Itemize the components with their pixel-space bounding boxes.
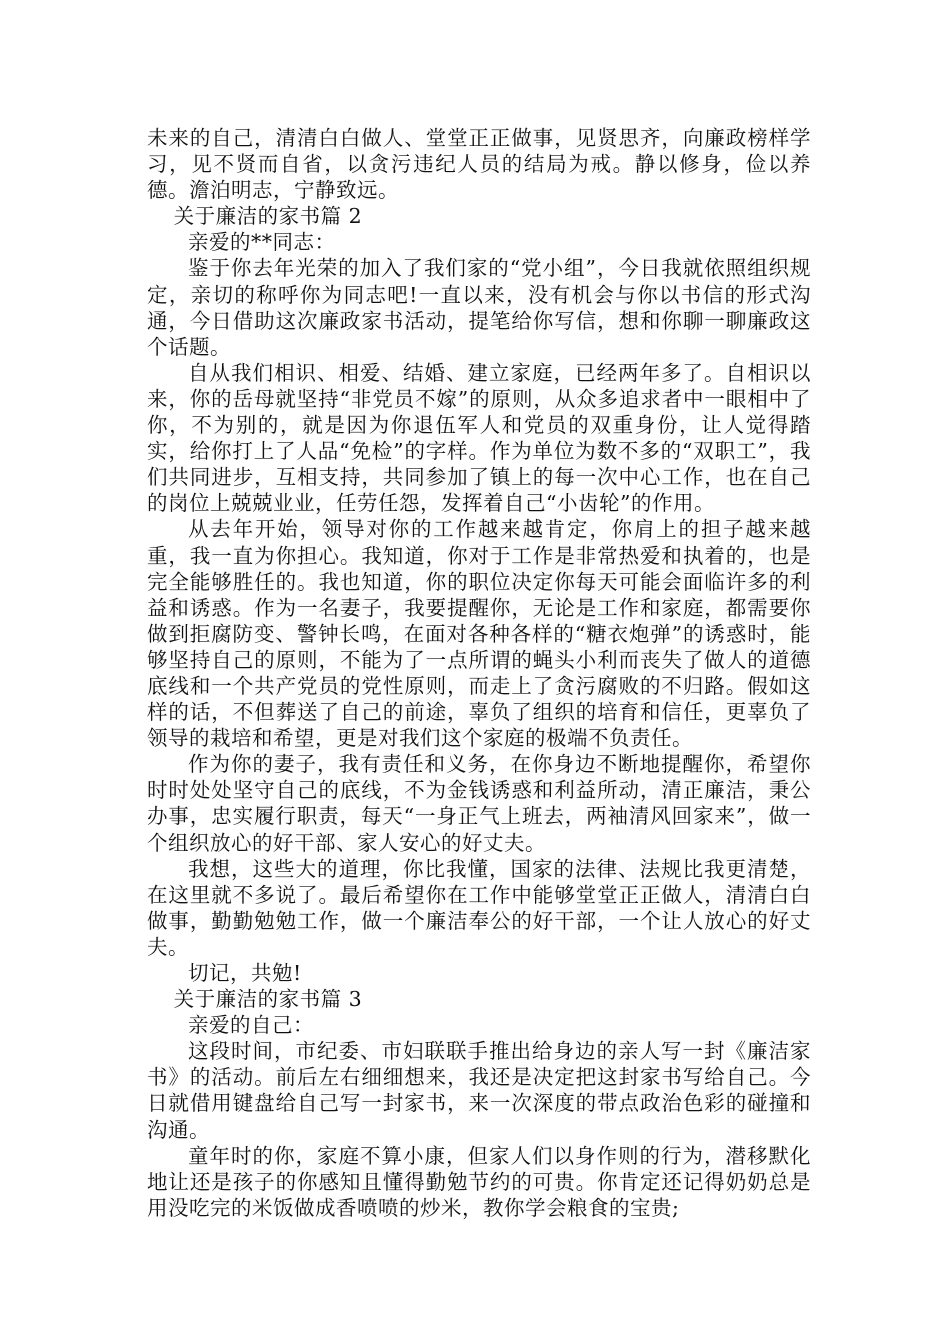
paragraph: 童年时的你，家庭不算小康，但家人们以身作则的行为，潜移默化地让还是孩子的你感知且懂得勤勉节约的可贵。你肯定还记得奶奶总是用没吃完的米饭做成香喷喷的炒米，教你学会粮食的宝贵; xyxy=(147,1143,811,1220)
document-body xyxy=(147,125,811,1221)
paragraph: 作为你的妻子，我有责任和义务，在你身边不断地提醒你，希望你时时处处坚守自己的底线，不为金钱诱惑和利益所动，清正廉洁，秉公办事，忠实履行职责，每天“一身正气上班去，两袖清风回家来”，做一个组织放心的好干部、家人安心的好丈夫。 xyxy=(147,752,811,855)
salutation: 亲爱的自己： xyxy=(188,1013,314,1038)
paragraph: 这段时间，市纪委、市妇联联手推出给身边的亲人写一封《廉洁家书》的活动。前后左右细细想来，我还是决定把这封家书写给自己。今日就借用键盘给自己写一封家书，来一次深度的带点政治色彩的碰撞和沟通。 xyxy=(147,1039,811,1142)
paragraph: 我想，这些大的道理，你比我懂，国家的法律、法规比我更清楚，在这里就不多说了。最后希望你在工作中能够堂堂正正做人，清清白白做事，勤勤勉勉工作，做一个廉洁奉公的好干部，一个让人放心的好丈夫。 xyxy=(147,856,811,959)
paragraph: 自从我们相识、相爱、结婚、建立家庭，已经两年多了。自相识以来，你的岳母就坚持“非党员不嫁”的原则，从众多追求者中一眼相中了你，不为别的，就是因为你退伍军人和党员的双重身份，让人觉得踏实，给你打上了人品“免检”的字样。作为单位为数不多的“双职工”，我们共同进步，互相支持，共同参加了镇上的每一次中心工作，也在自己的岗位上兢兢业业，任劳任怨，发挥着自己“小齿轮”的作用。 xyxy=(147,360,811,516)
closing-line: 切记，共勉! xyxy=(188,961,302,985)
section-heading: 关于廉洁的家书篇 3 xyxy=(173,987,363,1012)
paragraph: 未来的自己，清清白白做人、堂堂正正做事，见贤思齐，向廉政榜样学习，见不贤而自省，以贪污违纪人员的结局为戒。静以修身，俭以养德。澹泊明志，宁静致远。 xyxy=(147,126,811,203)
paragraph: 从去年开始，领导对你的工作越来越肯定，你肩上的担子越来越重，我一直为你担心。我知道，你对于工作是非常热爱和执着的，也是完全能够胜任的。我也知道，你的职位决定你每天可能会面临许多的利益和诱惑。作为一名妻子，我要提醒你，无论是工作和家庭，都需要你做到拒腐防变、警钟长鸣，在面对各种各样的“糖衣炮弹”的诱惑时，能够坚持自己的原则，不能为了一点所谓的蝇头小利而丧失了做人的道德底线和一个共产党员的党性原则，而走上了贪污腐败的不归路。假如这样的话，不但葬送了自己的前途，辜负了组织的培育和信任，更辜负了领导的栽培和希望，更是对我们这个家庭的极端不负责任。 xyxy=(147,517,811,751)
section-heading: 关于廉洁的家书篇 2 xyxy=(173,204,363,229)
salutation: 亲爱的**同志： xyxy=(188,230,336,255)
paragraph: 鉴于你去年光荣的加入了我们家的“党小组”，今日我就依照组织规定，亲切的称呼你为同志吧!一直以来，没有机会与你以书信的形式沟通，今日借助这次廉政家书活动，提笔给你写信，想和你聊一聊廉政这个话题。 xyxy=(147,256,811,359)
